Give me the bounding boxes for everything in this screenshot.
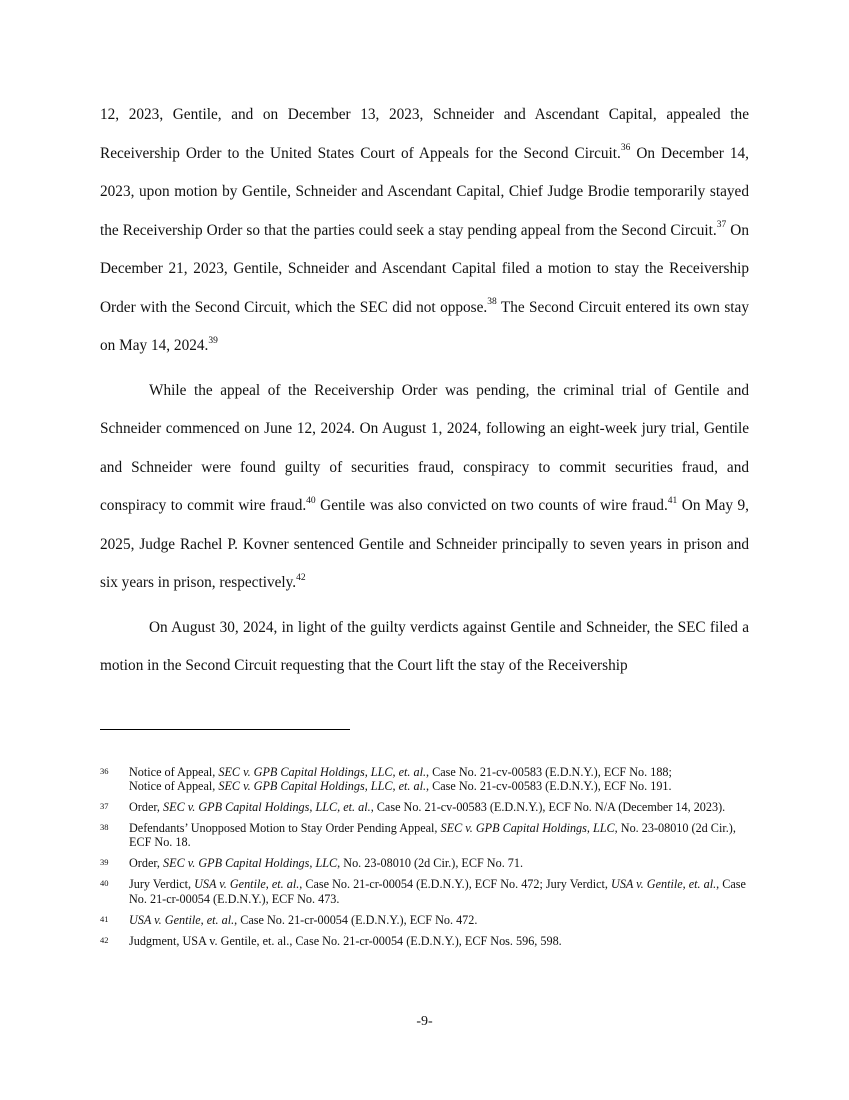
footnote-37 (100, 800, 749, 814)
paragraph-2-text: While the appeal of the Receivership Order was pending, the criminal trial of Gentile and Schneider commenced on June 12, 2024. On August 1, 2024, following an eight-week jury trial, Gentile and Schneider were found guilty of securities fraud, conspiracy to commit securities fraud, and conspiracy to commit wire fraud. (100, 381, 749, 514)
footnotes-section (100, 765, 749, 955)
footnote-separator (100, 729, 350, 730)
footnote-text (129, 800, 749, 814)
footnote-36 (100, 765, 749, 793)
case-citation: SEC v. GPB Capital Holdings, LLC (163, 856, 338, 871)
case-citation: SEC v. GPB Capital Holdings, LLC, et. al. (218, 779, 427, 794)
footnote-text-segment: , No. 23-08010 (2d Cir.), ECF No. 71. (337, 856, 524, 871)
footnote-text-segment: Notice of Appeal, (129, 779, 219, 794)
paragraph-3-text: On August 30, 2024, in light of the guilty verdicts against Gentile and Schneider, the SEC filed a motion in the Second Circuit requesting that the Court lift the stay of the Receivership (100, 618, 749, 674)
footnote-text-segment: Notice of Appeal, (129, 765, 219, 779)
footnote-39 (100, 856, 749, 870)
footnote-text (129, 765, 749, 793)
footnote-ref-38[interactable]: 38 (487, 297, 497, 308)
footnote-ref-42[interactable]: 42 (296, 572, 306, 583)
case-citation: SEC v. GPB Capital Holdings, LLC, (440, 821, 618, 836)
footnote-number: 40 (100, 878, 109, 889)
footnote-text-segment: Order, (129, 856, 164, 871)
footnote-ref-36[interactable]: 36 (620, 143, 631, 154)
footnote-38 (100, 821, 749, 849)
footnote-ref-37[interactable]: 37 (716, 220, 727, 231)
footnote-number: 42 (100, 934, 109, 945)
footnote-text-segment: , Case No. 21-cr-00054 (E.D.N.Y.), ECF No. 472; Jury Verdict, (299, 877, 612, 892)
footnote-ref-40[interactable]: 40 (306, 495, 316, 506)
footnote-number: 38 (100, 822, 109, 833)
footnote-text (129, 934, 749, 948)
paragraph-1-text: The Second Circuit entered its own stay on May 14, 2024. (100, 298, 749, 354)
paragraph-1 (100, 96, 749, 366)
paragraph-3 (100, 609, 749, 686)
footnote-text (129, 856, 749, 870)
footnote-ref-41[interactable]: 41 (667, 495, 678, 506)
footnote-number: 39 (100, 857, 109, 868)
case-citation: SEC v. GPB Capital Holdings, LLC, et. al. (218, 765, 427, 779)
paragraph-2-text: Gentile was also convicted on two counts of wire fraud. (315, 497, 668, 514)
footnote-number: 37 (100, 801, 109, 812)
case-citation: SEC v. GPB Capital Holdings, LLC, et. al. (163, 800, 371, 815)
footnote-text-segment: , Case No. 21-cr-00054 (E.D.N.Y.), ECF No. 472. (234, 912, 478, 927)
footnote-text (129, 877, 749, 905)
footnote-text-segment: , Case No. 21-cv-00583 (E.D.N.Y.), ECF No. N/A (December 14, 2023). (370, 800, 726, 815)
paragraph-2 (100, 372, 749, 603)
footnote-text-segment: , Case No. 21-cv-00583 (E.D.N.Y.), ECF No. 191. (426, 779, 672, 794)
document-body (100, 96, 749, 686)
case-citation: USA v. Gentile, et. al. (129, 912, 235, 927)
footnote-number: 41 (100, 913, 109, 924)
footnote-text-segment: Defendants’ Unopposed Motion to Stay Order Pending Appeal, (129, 821, 441, 836)
footnote-ref-39[interactable]: 39 (208, 335, 218, 346)
page-number: -9- (416, 1014, 433, 1029)
paragraph-1-text: On December 14, 2023, upon motion by Gentile, Schneider and Ascendant Capital, Chief Judge Brodie temporarily stayed the Receivership Order so that the parties could seek a stay pending appeal from the Second Circuit. (100, 144, 749, 239)
case-citation: USA v. Gentile, et. al. (194, 877, 300, 892)
footnote-text-segment: No. 23-08010 (2d Cir.), ECF No. 18. (129, 821, 736, 850)
footnote-42 (100, 934, 749, 948)
footnote-text (129, 913, 749, 927)
paragraph-1-text: 12, 2023, Gentile, and on December 13, 2023, Schneider and Ascendant Capital, appealed the Receivership Order to the United States Court of Appeals for the Second Circuit. (100, 106, 749, 162)
footnote-text-segment: , Case No. 21-cr-00054 (E.D.N.Y.), ECF No. 473. (129, 877, 746, 906)
footnote-text-segment: , Case No. 21-cv-00583 (E.D.N.Y.), ECF No. 188; (426, 765, 672, 779)
case-citation: USA v. Gentile, et. al. (611, 877, 717, 892)
footnote-text-segment: Order, (129, 800, 164, 815)
footnote-41 (100, 913, 749, 927)
paragraph-1-text: On December 21, 2023, Gentile, Schneider and Ascendant Capital filed a motion to stay the Receivership Order with the Second Circuit, which the SEC did not oppose. (100, 221, 749, 316)
paragraph-2-text: On May 9, 2025, Judge Rachel P. Kovner sentenced Gentile and Schneider principally to seven years in prison and six years in prison, respectively. (100, 497, 749, 591)
footnote-40 (100, 877, 749, 905)
footnote-text-segment: Judgment, USA v. Gentile, et. al., Case No. 21-cr-00054 (E.D.N.Y.), ECF Nos. 596, 598. (129, 933, 562, 948)
footnote-number: 36 (100, 766, 109, 776)
footnote-text-segment: Jury Verdict, (129, 877, 195, 892)
footnote-text (129, 821, 749, 849)
